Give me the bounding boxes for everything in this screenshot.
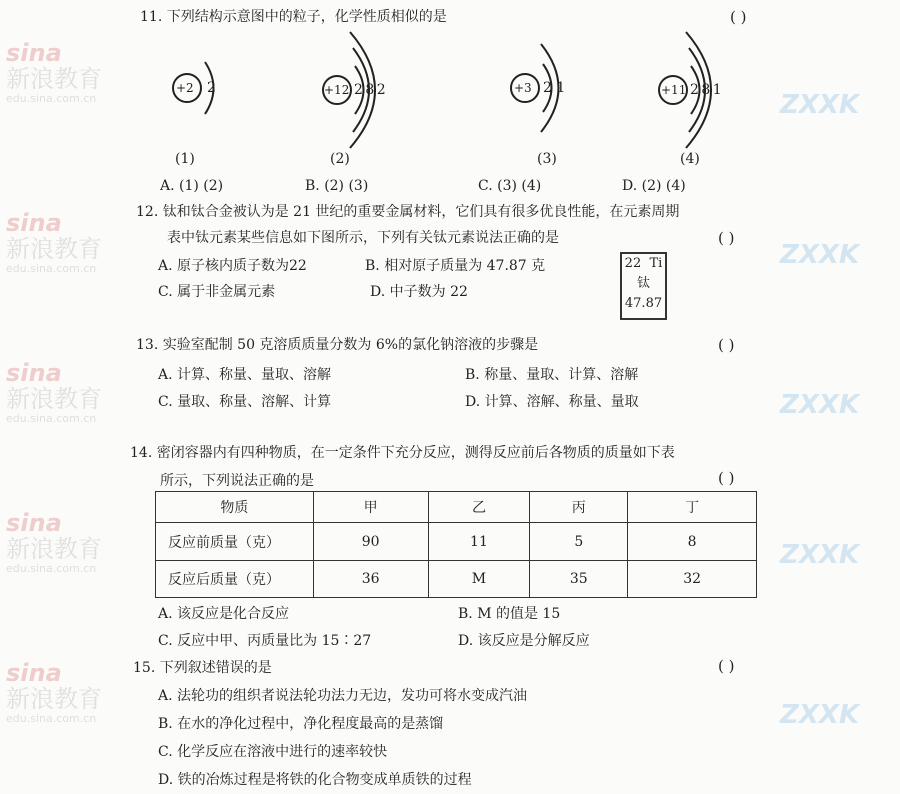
q12-stem-line1: 12. 钛和钛合金被认为是 21 世纪的重要金属材料，它们具有很多优良性能，在元素周期	[136, 204, 680, 220]
q11-option-b: B. (2) (3)	[305, 178, 369, 194]
answer-blank: ( )	[718, 229, 735, 247]
q15-option-a: A. 法轮功的组织者说法轮功法力无边，发功可将水变成汽油	[158, 688, 528, 704]
table-row	[156, 523, 757, 561]
q12-option-b: B. 相对原子质量为 47.87 克	[365, 258, 546, 274]
atom-2-shells: 2 8 2	[354, 82, 386, 98]
atom-1-shells: 2	[207, 80, 216, 96]
q11-option-a: A. (1) (2)	[160, 178, 224, 194]
q13-stem: 13. 实验室配制 50 克溶质质量分数为 6%的氯化钠溶液的步骤是	[136, 337, 539, 353]
answer-blank: ( )	[718, 469, 735, 487]
q12-option-c: C. 属于非金属元素	[158, 284, 276, 300]
q14-option-d: D. 该反应是分解反应	[458, 633, 590, 649]
table-cell: 90	[313, 523, 428, 561]
table-cell: 5	[530, 523, 628, 561]
table-header-cell: 丙	[530, 492, 628, 523]
sina-watermark: sina 新浪教育 edu.sina.com.cn	[6, 359, 102, 425]
atom-1-label: (1)	[175, 151, 195, 167]
q12-option-d: D. 中子数为 22	[370, 284, 468, 300]
element-name: 钛	[636, 276, 650, 291]
q13-option-a: A. 计算、称量、量取、溶解	[158, 367, 332, 383]
q12-option-a: A. 原子核内质子数为22	[158, 258, 307, 274]
atom-3-shells: 2 1	[543, 80, 566, 96]
element-mass: 47.87	[624, 296, 663, 311]
table-cell: 11	[428, 523, 530, 561]
zxxk-watermark: ZXXK	[780, 240, 860, 270]
q13-option-d: D. 计算、溶解、称量、量取	[465, 394, 639, 410]
atom-3-label: (3)	[537, 151, 557, 167]
zxxk-watermark: ZXXK	[780, 700, 860, 730]
table-cell: M	[428, 561, 530, 598]
atom-2-label: (2)	[330, 151, 350, 167]
q13-option-c: C. 量取、称量、溶解、计算	[158, 394, 332, 410]
table-cell: 32	[628, 561, 757, 598]
q11-option-d: D. (2) (4)	[622, 178, 686, 194]
q15-stem: 15. 下列叙述错误的是	[133, 660, 272, 676]
zxxk-watermark: ZXXK	[780, 390, 860, 420]
table-cell: 反应后质量（克）	[156, 561, 314, 598]
table-cell: 35	[530, 561, 628, 598]
sina-watermark: sina 新浪教育 edu.sina.com.cn	[6, 39, 102, 105]
sina-watermark: sina 新浪教育 edu.sina.com.cn	[6, 659, 102, 725]
q12-stem-line2: 表中钛元素某些信息如下图所示，下列有关钛元素说法正确的是	[167, 230, 559, 246]
table-cell: 8	[628, 523, 757, 561]
q14-option-c: C. 反应中甲、丙质量比为 15∶27	[158, 633, 372, 649]
element-number: 22	[624, 256, 642, 271]
atom-4-label: (4)	[680, 151, 700, 167]
table-header-row	[156, 492, 757, 523]
table-header-cell: 乙	[428, 492, 530, 523]
atom-3-nucleus: +3	[514, 81, 532, 95]
q11-stem: 11. 下列结构示意图中的粒子，化学性质相似的是	[140, 9, 447, 25]
answer-blank: ( )	[718, 657, 735, 675]
table-cell: 36	[313, 561, 428, 598]
atom-2-nucleus: +12	[324, 83, 350, 97]
mass-table	[155, 491, 757, 598]
q11-option-c: C. (3) (4)	[478, 178, 542, 194]
zxxk-watermark: ZXXK	[780, 540, 860, 570]
table-header-cell: 丁	[628, 492, 757, 523]
answer-blank: ( )	[718, 336, 735, 354]
atom-4-shells: 2 8 1	[690, 82, 722, 98]
q13-option-b: B. 称量、量取、计算、溶解	[465, 367, 639, 383]
sina-watermark: sina 新浪教育 edu.sina.com.cn	[6, 509, 102, 575]
element-cell-titanium	[620, 252, 667, 320]
table-header-cell: 甲	[313, 492, 428, 523]
q15-option-b: B. 在水的净化过程中，净化程度最高的是蒸馏	[158, 716, 444, 732]
q14-stem-line2: 所示，下列说法正确的是	[160, 473, 314, 489]
table-row	[156, 561, 757, 598]
answer-blank: ( )	[730, 8, 747, 26]
zxxk-watermark: ZXXK	[780, 90, 860, 120]
table-cell: 反应前质量（克）	[156, 523, 314, 561]
table-header-cell: 物质	[156, 492, 314, 523]
atom-1-nucleus: +2	[176, 81, 194, 95]
q14-option-b: B. M 的值是 15	[458, 606, 561, 622]
q14-option-a: A. 该反应是化合反应	[158, 606, 290, 622]
atom-4-nucleus: +11	[661, 83, 687, 97]
q14-stem-line1: 14. 密闭容器内有四种物质，在一定条件下充分反应，测得反应前后各物质的质量如下表	[130, 445, 675, 461]
element-symbol: Ti	[649, 256, 663, 271]
sina-watermark: sina 新浪教育 edu.sina.com.cn	[6, 209, 102, 275]
q15-option-d: D. 铁的冶炼过程是将铁的化合物变成单质铁的过程	[158, 772, 472, 788]
q15-option-c: C. 化学反应在溶液中进行的速率较快	[158, 744, 388, 760]
